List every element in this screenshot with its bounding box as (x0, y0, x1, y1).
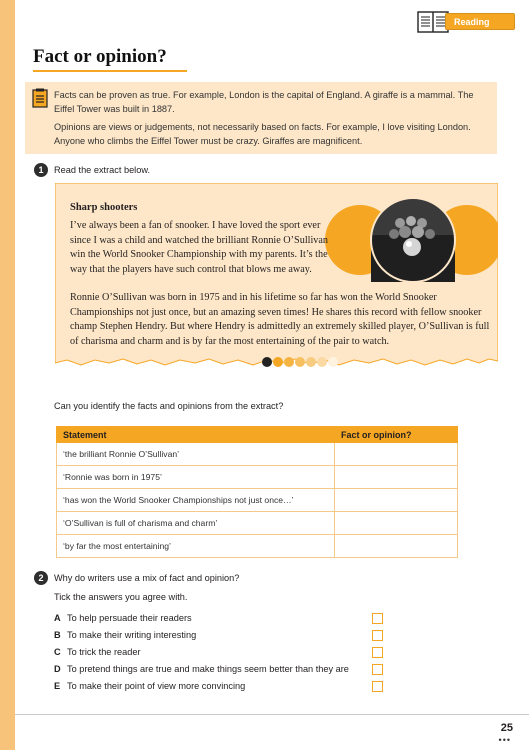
checkbox-c[interactable] (372, 647, 383, 658)
option-d: D To pretend things are true and make things seem better than they are (54, 664, 349, 674)
notepad-icon (32, 88, 48, 108)
checkbox-e[interactable] (372, 681, 383, 692)
answer-cell[interactable] (335, 443, 458, 466)
table-row (57, 443, 458, 466)
question-2-instruction: Tick the answers you agree with. (54, 592, 188, 602)
header-statement: Statement (57, 427, 335, 443)
question-2-text: Why do writers use a mix of fact and opinion? (54, 573, 240, 583)
question-1-instruction: Read the extract below. (54, 165, 151, 175)
table-header-row (57, 427, 458, 443)
table-row (57, 535, 458, 558)
option-e: E To make their point of view more convincing (54, 681, 246, 691)
answer-cell[interactable] (335, 535, 458, 558)
checkbox-a[interactable] (372, 613, 383, 624)
extract-title: Sharp shooters (70, 202, 138, 213)
extract-paragraph-1: I’ve always been a fan of snooker. I have loved the sport ever since I was a child and watched the brilliant Ronnie O’Sullivan win the World Snooker Championship with my parents. It’s the way that the players have such control that blows me away. (70, 220, 329, 275)
statement-cell: ‘O’Sullivan is full of charisma and charm’ (57, 512, 335, 535)
question-1-prompt: Can you identify the facts and opinions from the extract? (54, 401, 284, 411)
page-dots: ••• (498, 735, 511, 745)
definition-box (25, 82, 497, 154)
checkbox-b[interactable] (372, 630, 383, 641)
answer-cell[interactable] (335, 466, 458, 489)
page-title: Fact or opinion? (33, 46, 167, 67)
question-1-number: 1 (34, 163, 48, 177)
option-c: C To trick the reader (54, 647, 141, 657)
checkbox-d[interactable] (372, 664, 383, 675)
answer-cell[interactable] (335, 489, 458, 512)
snooker-balls-icon (371, 198, 455, 282)
opinions-definition: Opinions are views or judgements, not necessarily based on facts. For example, I love visiting London. Anyone who climbs the Eiffel Tower must be crazy. Giraffes are magnificent. (54, 122, 471, 146)
section-tab (417, 10, 514, 34)
fact-opinion-table (56, 426, 458, 558)
title-underline (33, 70, 187, 72)
option-a: A To help persuade their readers (54, 613, 192, 623)
table-row (57, 489, 458, 512)
page-footer (15, 714, 529, 750)
statement-cell: ‘Ronnie was born in 1975’ (57, 466, 335, 489)
question-2-number: 2 (34, 571, 48, 585)
worksheet-page (15, 0, 529, 714)
statement-cell: ‘the brilliant Ronnie O’Sullivan’ (57, 443, 335, 466)
page-number: 25 (500, 722, 513, 734)
extract-background (55, 183, 498, 383)
table-row (57, 466, 458, 489)
extract-paragraph-2: Ronnie O’Sullivan was born in 1975 and in his lifetime so far has won the World Snooker Championships not just once, but an amazing seven times! He shares this record with fellow snooker champ Stephen Hendry. But where Hendry is admittedly an extremely skilled player, O’Sullivan is full of charisma and charm and is by far the most entertaining of the pair to watch. (70, 292, 490, 347)
facts-definition: Facts can be proven as true. For example, London is the capital of England. A giraffe is a mammal. The Eiffel Tower was built in 1887. (54, 90, 474, 114)
extract-panel (55, 183, 498, 383)
option-b: B To make their writing interesting (54, 630, 197, 640)
header-fact-or-opinion: Fact or opinion? (335, 427, 458, 443)
table-row (57, 512, 458, 535)
answer-cell[interactable] (335, 512, 458, 535)
statement-cell: ‘has won the World Snooker Championships not just once…’ (57, 489, 335, 512)
section-label: Reading (445, 13, 515, 30)
statement-cell: ‘by far the most entertaining’ (57, 535, 335, 558)
